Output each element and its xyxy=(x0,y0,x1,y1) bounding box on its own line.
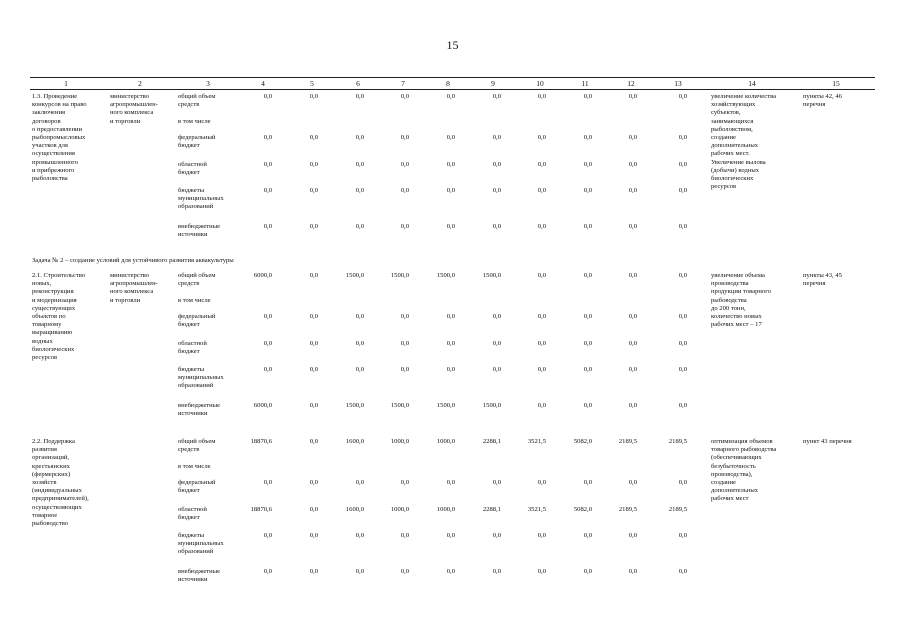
table-cell: 3521,5 xyxy=(527,506,546,513)
header-bottom-border xyxy=(30,89,875,90)
table-cell: 0,0 xyxy=(537,161,546,168)
column-header: 1 xyxy=(64,79,68,88)
table-cell: 0,0 xyxy=(263,479,272,486)
table-cell: 0,0 xyxy=(263,532,272,539)
table-cell: 5082,0 xyxy=(573,438,592,445)
funding-source: внебюджетные источники xyxy=(178,568,221,584)
table-cell: 0,0 xyxy=(400,313,409,320)
table-cell: 0,0 xyxy=(628,187,637,194)
table-cell: 0,0 xyxy=(400,532,409,539)
table-cell: 0,0 xyxy=(400,340,409,347)
table-cell: 0,0 xyxy=(628,340,637,347)
column-header: 14 xyxy=(748,79,756,88)
table-cell: 0,0 xyxy=(537,272,546,279)
table-cell: 0,0 xyxy=(309,187,318,194)
table-cell: 0,0 xyxy=(400,134,409,141)
table-cell: 0,0 xyxy=(628,568,637,575)
table-cell: 2189,5 xyxy=(618,506,637,513)
expected-result: оптимизация объемов товарного рыбоводства (обеспечивающих безубыточность производства), создание дополнительных рабочих мест xyxy=(711,438,777,503)
table-cell: 0,0 xyxy=(400,161,409,168)
funding-source: в том числе xyxy=(178,463,211,470)
table-cell: 0,0 xyxy=(678,568,687,575)
table-cell: 1500,0 xyxy=(390,272,409,279)
table-cell: 0,0 xyxy=(628,479,637,486)
table-cell: 0,0 xyxy=(309,506,318,513)
funding-source: общий объем средств xyxy=(178,438,216,454)
table-cell: 0,0 xyxy=(537,223,546,230)
table-cell: 0,0 xyxy=(583,340,592,347)
table-cell: 0,0 xyxy=(309,568,318,575)
table-cell: 0,0 xyxy=(583,366,592,373)
table-cell: 1000,0 xyxy=(436,506,455,513)
column-header: 2 xyxy=(138,79,142,88)
table-cell: 0,0 xyxy=(263,134,272,141)
table-cell: 0,0 xyxy=(263,568,272,575)
table-cell: 0,0 xyxy=(678,479,687,486)
table-cell: 0,0 xyxy=(355,93,364,100)
executor-name: министерство агропромышлен- ного комплекса и торговли xyxy=(110,272,158,304)
table-cell: 0,0 xyxy=(583,223,592,230)
table-cell: 1500,0 xyxy=(482,272,501,279)
table-cell: 0,0 xyxy=(492,479,501,486)
table-cell: 0,0 xyxy=(446,479,455,486)
activity-name: 2.1. Строительство новых, реконструкция и модернизация существующих объектов по товарному выращиванию водных биологических ресурсов xyxy=(32,272,86,362)
table-cell: 0,0 xyxy=(355,568,364,575)
table-cell: 0,0 xyxy=(400,223,409,230)
table-cell: 0,0 xyxy=(583,532,592,539)
column-header: 5 xyxy=(310,79,314,88)
table-cell: 0,0 xyxy=(678,223,687,230)
table-cell: 3521,5 xyxy=(527,438,546,445)
table-cell: 0,0 xyxy=(492,134,501,141)
funding-source: областной бюджет xyxy=(178,340,207,356)
table-cell: 0,0 xyxy=(446,161,455,168)
column-header: 13 xyxy=(674,79,682,88)
table-cell: 1000,0 xyxy=(390,506,409,513)
table-cell: 0,0 xyxy=(263,161,272,168)
reference-text: пункты 43, 45 перечня xyxy=(803,272,842,288)
funding-source: внебюджетные источники xyxy=(178,402,221,418)
table-cell: 0,0 xyxy=(309,313,318,320)
table-cell: 0,0 xyxy=(263,223,272,230)
table-cell: 1500,0 xyxy=(345,402,364,409)
table-cell: 0,0 xyxy=(628,366,637,373)
table-cell: 0,0 xyxy=(583,402,592,409)
table-cell: 0,0 xyxy=(537,134,546,141)
table-cell: 0,0 xyxy=(492,223,501,230)
column-header: 6 xyxy=(356,79,360,88)
column-header: 3 xyxy=(206,79,210,88)
column-header: 4 xyxy=(261,79,265,88)
table-cell: 0,0 xyxy=(628,161,637,168)
funding-source: бюджеты муниципальных образований xyxy=(178,532,224,556)
table-cell: 0,0 xyxy=(583,313,592,320)
table-cell: 1500,0 xyxy=(345,272,364,279)
table-cell: 0,0 xyxy=(537,479,546,486)
table-cell: 0,0 xyxy=(628,134,637,141)
table-cell: 2288,1 xyxy=(482,506,501,513)
table-cell: 0,0 xyxy=(309,223,318,230)
table-cell: 2189,5 xyxy=(668,438,687,445)
table-cell: 0,0 xyxy=(309,161,318,168)
table-cell: 5082,0 xyxy=(573,506,592,513)
table-cell: 0,0 xyxy=(446,313,455,320)
table-cell: 0,0 xyxy=(263,340,272,347)
funding-source: общий объем средств xyxy=(178,93,216,109)
table-cell: 1500,0 xyxy=(390,402,409,409)
table-cell: 1600,0 xyxy=(345,506,364,513)
table-cell: 0,0 xyxy=(678,161,687,168)
table-cell: 0,0 xyxy=(492,187,501,194)
table-cell: 0,0 xyxy=(355,223,364,230)
table-cell: 2288,1 xyxy=(482,438,501,445)
funding-source: в том числе xyxy=(178,297,211,304)
reference-text: пункты 42, 46 перечня xyxy=(803,93,842,109)
table-cell: 0,0 xyxy=(628,223,637,230)
activity-name: 1.3. Проведение конкурсов на право заключения договоров о предоставлении рыбопромысловых участков для осуществления промышленного и прибрежного рыболовства xyxy=(32,93,87,183)
section-title: Задача № 2 – создание условий для устойчивого развития аквакультуры xyxy=(32,257,234,264)
table-cell: 0,0 xyxy=(678,272,687,279)
table-cell: 0,0 xyxy=(583,568,592,575)
table-cell: 0,0 xyxy=(446,366,455,373)
table-cell: 0,0 xyxy=(492,340,501,347)
funding-source: бюджеты муниципальных образований xyxy=(178,187,224,211)
reference-text: пункт 43 перечня xyxy=(803,438,852,445)
table-cell: 6000,0 xyxy=(253,402,272,409)
table-cell: 0,0 xyxy=(583,134,592,141)
table-cell: 0,0 xyxy=(628,272,637,279)
table-cell: 0,0 xyxy=(583,479,592,486)
table-cell: 1500,0 xyxy=(436,272,455,279)
table-cell: 0,0 xyxy=(537,313,546,320)
table-cell: 0,0 xyxy=(309,340,318,347)
table-cell: 0,0 xyxy=(309,134,318,141)
table-cell: 0,0 xyxy=(446,568,455,575)
table-cell: 0,0 xyxy=(583,272,592,279)
table-cell: 6000,0 xyxy=(253,272,272,279)
table-cell: 2189,5 xyxy=(618,438,637,445)
column-header: 7 xyxy=(401,79,405,88)
table-cell: 0,0 xyxy=(492,313,501,320)
table-cell: 0,0 xyxy=(355,340,364,347)
table-cell: 0,0 xyxy=(537,340,546,347)
table-cell: 0,0 xyxy=(309,438,318,445)
table-cell: 1000,0 xyxy=(390,438,409,445)
column-header: 9 xyxy=(491,79,495,88)
table-cell: 1000,0 xyxy=(436,438,455,445)
activity-name: 2.2. Поддержка развития организаций, крестьянских (фермерских) хозяйств (индивидуальных предпринимателей), осуществляющих товарное рыбоводство xyxy=(32,438,89,528)
table-cell: 18870,6 xyxy=(250,506,272,513)
table-cell: 0,0 xyxy=(309,93,318,100)
table-cell: 0,0 xyxy=(446,223,455,230)
table-cell: 0,0 xyxy=(678,313,687,320)
table-cell: 0,0 xyxy=(537,187,546,194)
column-header: 11 xyxy=(581,79,589,88)
table-cell: 0,0 xyxy=(400,366,409,373)
table-cell: 0,0 xyxy=(537,366,546,373)
table-cell: 0,0 xyxy=(355,366,364,373)
table-cell: 0,0 xyxy=(355,313,364,320)
table-cell: 0,0 xyxy=(492,532,501,539)
table-cell: 0,0 xyxy=(263,187,272,194)
funding-source: бюджеты муниципальных образований xyxy=(178,366,224,390)
column-header: 15 xyxy=(832,79,840,88)
funding-source: федеральный бюджет xyxy=(178,479,216,495)
table-cell: 2189,5 xyxy=(668,506,687,513)
table-cell: 0,0 xyxy=(537,93,546,100)
table-cell: 0,0 xyxy=(309,402,318,409)
expected-result: увеличение количества хозяйствующих субъектов, занимающихся рыболовством, создание дополнительных рабочих мест. Увеличение вылова (добычи) водных биологических ресурсов xyxy=(711,93,777,191)
table-cell: 0,0 xyxy=(678,93,687,100)
table-cell: 0,0 xyxy=(355,479,364,486)
table-cell: 0,0 xyxy=(263,93,272,100)
funding-source: федеральный бюджет xyxy=(178,313,216,329)
table-cell: 0,0 xyxy=(678,532,687,539)
table-cell: 0,0 xyxy=(446,134,455,141)
table-cell: 0,0 xyxy=(446,532,455,539)
table-cell: 0,0 xyxy=(309,366,318,373)
table-cell: 0,0 xyxy=(537,402,546,409)
executor-name: министерство агропромышлен- ного комплекса и торговли xyxy=(110,93,158,125)
table-cell: 0,0 xyxy=(628,402,637,409)
table-cell: 18870,6 xyxy=(250,438,272,445)
table-cell: 0,0 xyxy=(400,479,409,486)
table-cell: 0,0 xyxy=(492,568,501,575)
table-cell: 0,0 xyxy=(355,532,364,539)
table-cell: 1600,0 xyxy=(345,438,364,445)
column-header: 10 xyxy=(536,79,544,88)
table-cell: 0,0 xyxy=(678,402,687,409)
table-cell: 0,0 xyxy=(446,340,455,347)
table-cell: 0,0 xyxy=(263,313,272,320)
table-cell: 0,0 xyxy=(400,93,409,100)
table-cell: 0,0 xyxy=(583,161,592,168)
table-cell: 0,0 xyxy=(628,313,637,320)
table-cell: 0,0 xyxy=(583,93,592,100)
table-cell: 0,0 xyxy=(492,93,501,100)
table-cell: 0,0 xyxy=(628,93,637,100)
funding-source: областной бюджет xyxy=(178,161,207,177)
table-cell: 0,0 xyxy=(446,93,455,100)
table-cell: 0,0 xyxy=(492,366,501,373)
table-cell: 0,0 xyxy=(446,187,455,194)
table-cell: 1500,0 xyxy=(482,402,501,409)
table-cell: 0,0 xyxy=(400,568,409,575)
funding-source: в том числе xyxy=(178,118,211,125)
table-cell: 0,0 xyxy=(309,479,318,486)
table-cell: 0,0 xyxy=(492,161,501,168)
column-header: 12 xyxy=(627,79,635,88)
table-cell: 0,0 xyxy=(355,187,364,194)
column-header: 8 xyxy=(446,79,450,88)
expected-result: увеличение объема производства продукции товарного рыбоводства до 200 тонн, количество новых рабочих мест – 17 xyxy=(711,272,772,329)
table-cell: 0,0 xyxy=(537,568,546,575)
table-cell: 0,0 xyxy=(678,340,687,347)
funding-source: федеральный бюджет xyxy=(178,134,216,150)
table-cell: 0,0 xyxy=(537,532,546,539)
table-cell: 0,0 xyxy=(309,272,318,279)
table-cell: 0,0 xyxy=(355,161,364,168)
funding-source: областной бюджет xyxy=(178,506,207,522)
table-cell: 1500,0 xyxy=(436,402,455,409)
table-cell: 0,0 xyxy=(628,532,637,539)
funding-source: внебюджетные источники xyxy=(178,223,221,239)
table-cell: 0,0 xyxy=(678,134,687,141)
table-cell: 0,0 xyxy=(678,187,687,194)
table-cell: 0,0 xyxy=(355,134,364,141)
funding-source: общий объем средств xyxy=(178,272,216,288)
table-cell: 0,0 xyxy=(678,366,687,373)
table-cell: 0,0 xyxy=(263,366,272,373)
table-cell: 0,0 xyxy=(309,532,318,539)
page-number: 15 xyxy=(446,38,459,52)
table-cell: 0,0 xyxy=(400,187,409,194)
table-cell: 0,0 xyxy=(583,187,592,194)
